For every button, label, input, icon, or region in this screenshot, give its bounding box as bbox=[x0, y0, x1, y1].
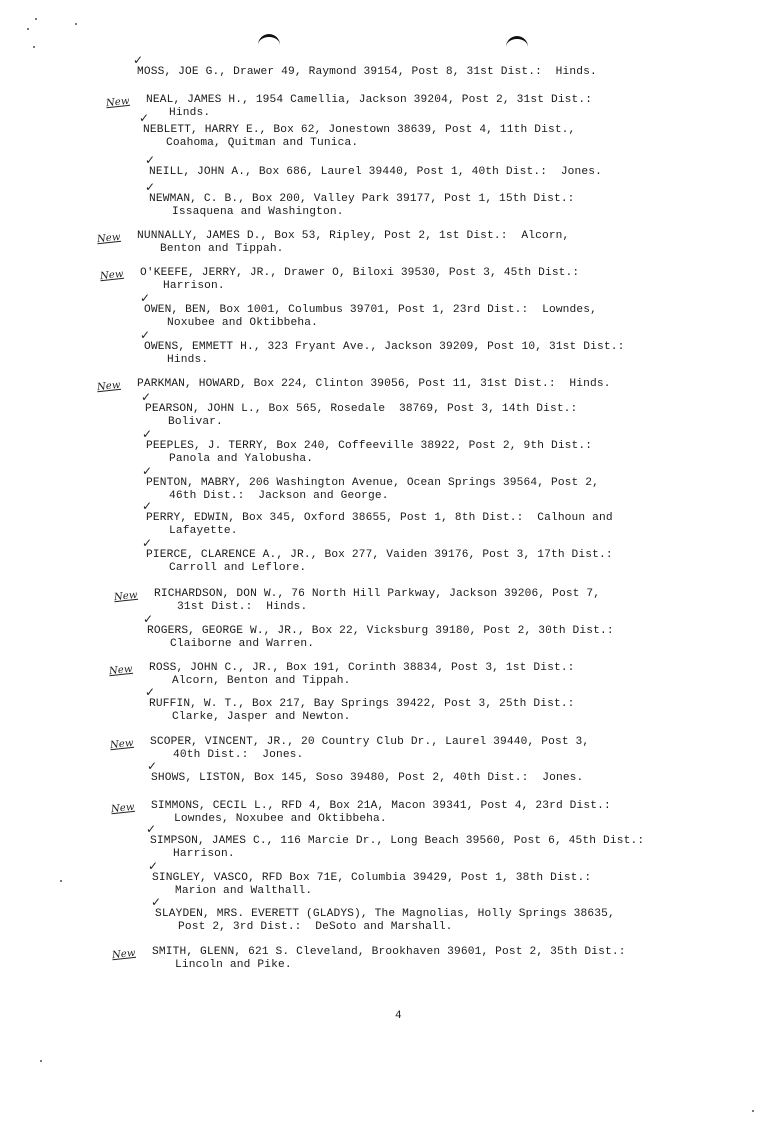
entry-line-2: Hinds. bbox=[167, 354, 209, 366]
entry-line-2: Lafayette. bbox=[169, 525, 238, 537]
new-annotation: New bbox=[109, 737, 135, 752]
entry-line-1: NEWMAN, C. B., Box 200, Valley Park 39177, Post 1, 15th Dist.: bbox=[149, 193, 575, 205]
entry-line-1: SCOPER, VINCENT, JR., 20 Country Club Dr., Laurel 39440, Post 3, bbox=[150, 736, 590, 748]
entry-line-1: RUFFIN, W. T., Box 217, Bay Springs 39422, Post 3, 25th Dist.: bbox=[149, 698, 575, 710]
entry-line-1: ROSS, JOHN C., JR., Box 191, Corinth 38834, Post 3, 1st Dist.: bbox=[149, 662, 575, 674]
checkmark-icon: ✓ bbox=[140, 328, 151, 342]
scan-speck bbox=[40, 1060, 42, 1062]
checkmark-icon: ✓ bbox=[151, 895, 162, 909]
entry-line-2: Issaquena and Washington. bbox=[172, 206, 344, 218]
entry-line-1: NUNNALLY, JAMES D., Box 53, Ripley, Post 2, 1st Dist.: Alcorn, bbox=[137, 230, 570, 242]
binder-hole-right bbox=[506, 36, 528, 51]
checkmark-icon: ✓ bbox=[145, 153, 156, 167]
checkmark-icon: ✓ bbox=[147, 759, 158, 773]
checkmark-icon: ✓ bbox=[145, 180, 156, 194]
entry-line-1: NEBLETT, HARRY E., Box 62, Jonestown 38639, Post 4, 11th Dist., bbox=[143, 124, 576, 136]
scan-speck bbox=[752, 1110, 754, 1112]
entry-line-1: MOSS, JOE G., Drawer 49, Raymond 39154, Post 8, 31st Dist.: Hinds. bbox=[137, 66, 597, 78]
scan-speck bbox=[35, 18, 37, 20]
entry-line-2: Marion and Walthall. bbox=[175, 885, 313, 897]
entry-line-1: NEILL, JOHN A., Box 686, Laurel 39440, Post 1, 40th Dist.: Jones. bbox=[149, 166, 602, 178]
entry-line-1: SINGLEY, VASCO, RFD Box 71E, Columbia 39429, Post 1, 38th Dist.: bbox=[152, 872, 592, 884]
new-annotation: New bbox=[105, 95, 131, 110]
new-annotation: New bbox=[99, 268, 125, 283]
checkmark-icon: ✓ bbox=[148, 859, 159, 873]
entry-line-2: Clarke, Jasper and Newton. bbox=[172, 711, 351, 723]
entry-line-1: SHOWS, LISTON, Box 145, Soso 39480, Post 2, 40th Dist.: Jones. bbox=[151, 772, 584, 784]
entry-line-2: 46th Dist.: Jackson and George. bbox=[169, 490, 389, 502]
entry-line-1: PEEPLES, J. TERRY, Box 240, Coffeeville 38922, Post 2, 9th Dist.: bbox=[146, 440, 593, 452]
entry-line-2: Alcorn, Benton and Tippah. bbox=[172, 675, 351, 687]
new-annotation: New bbox=[111, 947, 137, 962]
checkmark-icon: ✓ bbox=[143, 612, 154, 626]
checkmark-icon: ✓ bbox=[146, 822, 157, 836]
entry-line-2: Panola and Yalobusha. bbox=[169, 453, 314, 465]
scan-speck bbox=[75, 23, 77, 25]
entry-line-1: SIMMONS, CECIL L., RFD 4, Box 21A, Macon 39341, Post 4, 23rd Dist.: bbox=[151, 800, 611, 812]
scan-speck bbox=[27, 28, 29, 30]
new-annotation: New bbox=[96, 231, 122, 246]
checkmark-icon: ✓ bbox=[142, 427, 153, 441]
entry-line-1: NEAL, JAMES H., 1954 Camellia, Jackson 39204, Post 2, 31st Dist.: bbox=[146, 94, 593, 106]
entry-line-1: RICHARDSON, DON W., 76 North Hill Parkway, Jackson 39206, Post 7, bbox=[154, 588, 601, 600]
entry-line-2: Carroll and Leflore. bbox=[169, 562, 307, 574]
scan-speck bbox=[60, 880, 62, 882]
new-annotation: New bbox=[113, 589, 139, 604]
entry-line-1: OWENS, EMMETT H., 323 Fryant Ave., Jackson 39209, Post 10, 31st Dist.: bbox=[144, 341, 625, 353]
entry-line-1: O'KEEFE, JERRY, JR., Drawer O, Biloxi 39530, Post 3, 45th Dist.: bbox=[140, 267, 580, 279]
entry-line-2: Harrison. bbox=[173, 848, 235, 860]
new-annotation: New bbox=[108, 663, 134, 678]
checkmark-icon: ✓ bbox=[133, 53, 144, 67]
entry-line-2: Lincoln and Pike. bbox=[175, 959, 292, 971]
entry-line-2: Harrison. bbox=[163, 280, 225, 292]
entry-line-1: PIERCE, CLARENCE A., JR., Box 277, Vaiden 39176, Post 3, 17th Dist.: bbox=[146, 549, 613, 561]
entry-line-1: ROGERS, GEORGE W., JR., Box 22, Vicksburg 39180, Post 2, 30th Dist.: bbox=[147, 625, 614, 637]
entry-line-1: PEARSON, JOHN L., Box 565, Rosedale 38769, Post 3, 14th Dist.: bbox=[145, 403, 578, 415]
entry-line-1: PARKMAN, HOWARD, Box 224, Clinton 39056, Post 11, 31st Dist.: Hinds. bbox=[137, 378, 611, 390]
page-number: 4 bbox=[395, 1010, 402, 1022]
entry-line-2: Bolivar. bbox=[168, 416, 223, 428]
new-annotation: New bbox=[110, 801, 136, 816]
entry-line-1: PERRY, EDWIN, Box 345, Oxford 38655, Post 1, 8th Dist.: Calhoun and bbox=[146, 512, 613, 524]
checkmark-icon: ✓ bbox=[145, 685, 156, 699]
entry-line-2: 31st Dist.: Hinds. bbox=[177, 601, 308, 613]
entry-line-2: Benton and Tippah. bbox=[160, 243, 284, 255]
entry-line-2: Noxubee and Oktibbeha. bbox=[167, 317, 318, 329]
checkmark-icon: ✓ bbox=[140, 291, 151, 305]
new-annotation: New bbox=[96, 379, 122, 394]
checkmark-icon: ✓ bbox=[139, 111, 150, 125]
entry-line-1: SLAYDEN, MRS. EVERETT (GLADYS), The Magnolias, Holly Springs 38635, bbox=[155, 908, 615, 920]
checkmark-icon: ✓ bbox=[142, 536, 153, 550]
entry-line-1: PENTON, MABRY, 206 Washington Avenue, Ocean Springs 39564, Post 2, bbox=[146, 477, 599, 489]
entry-line-1: SIMPSON, JAMES C., 116 Marcie Dr., Long Beach 39560, Post 6, 45th Dist.: bbox=[150, 835, 645, 847]
entry-line-2: 40th Dist.: Jones. bbox=[173, 749, 304, 761]
entry-line-2: Lowndes, Noxubee and Oktibbeha. bbox=[174, 813, 387, 825]
entry-line-1: OWEN, BEN, Box 1001, Columbus 39701, Post 1, 23rd Dist.: Lowndes, bbox=[144, 304, 597, 316]
checkmark-icon: ✓ bbox=[142, 464, 153, 478]
entry-line-2: Claiborne and Warren. bbox=[170, 638, 315, 650]
entry-line-1: SMITH, GLENN, 621 S. Cleveland, Brookhaven 39601, Post 2, 35th Dist.: bbox=[152, 946, 626, 958]
checkmark-icon: ✓ bbox=[142, 499, 153, 513]
entry-line-2: Post 2, 3rd Dist.: DeSoto and Marshall. bbox=[178, 921, 453, 933]
binder-hole-left bbox=[258, 34, 280, 49]
entry-line-2: Hinds. bbox=[169, 107, 211, 119]
checkmark-icon: ✓ bbox=[141, 390, 152, 404]
scan-speck bbox=[33, 46, 35, 48]
entry-line-2: Coahoma, Quitman and Tunica. bbox=[166, 137, 359, 149]
